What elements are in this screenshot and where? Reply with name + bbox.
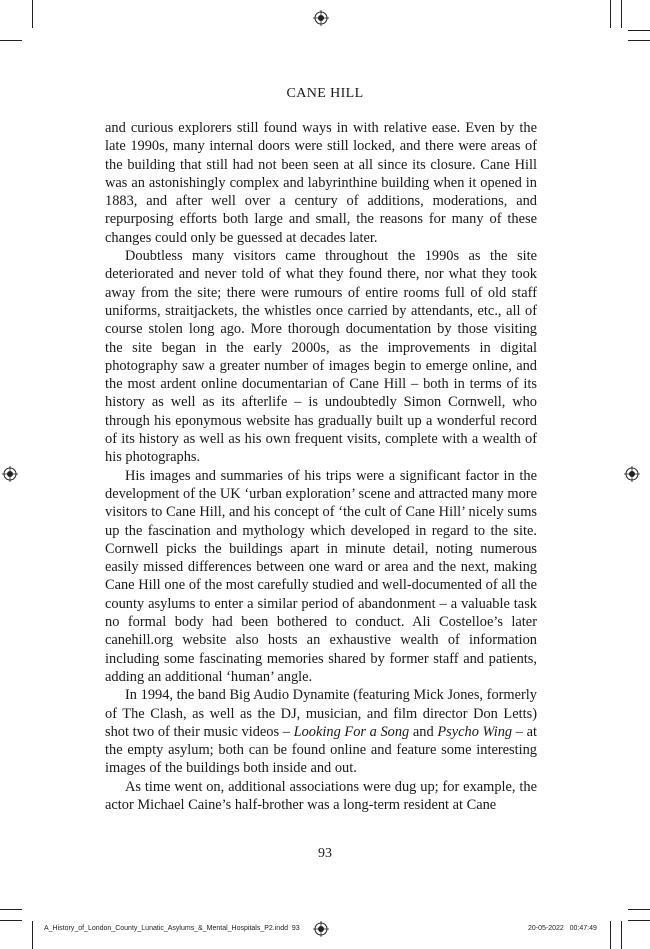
crop-mark-top-right-h2 [628, 30, 650, 31]
crop-mark-bottom-right-h2 [628, 920, 650, 921]
paragraph-4-text-c: – at the empty asylum; both can be found online and feature some interesting images of the buildings both inside and out. [105, 723, 537, 777]
registration-mark-bottom-icon [313, 921, 329, 937]
paragraph-5: As time went on, additional associations were dug up; for example, the actor Michael Caine’s half-brother was a long-term resident at Cane [105, 778, 537, 813]
song-title-looking-for-a-song: Looking For a Song [293, 723, 410, 740]
song-title-psycho-wing: Psycho Wing [437, 723, 513, 740]
slug-file: A_History_of_London_County_Lunatic_Asylums_&_Mental_Hospitals_P2.indd [44, 925, 288, 932]
crop-mark-top-right-h [628, 40, 650, 41]
slug-date: 20-05-2022 [528, 925, 564, 932]
slug-filename [44, 925, 300, 932]
registration-mark-left-icon [2, 466, 18, 482]
paragraph-4-text-b: and [409, 723, 438, 740]
crop-mark-top-left-v [32, 0, 33, 28]
crop-mark-top-right-v2 [621, 0, 622, 28]
slug-page: 93 [291, 925, 300, 932]
body-text [105, 119, 537, 814]
registration-mark-top-icon [313, 10, 329, 26]
slug-timestamp [528, 925, 597, 932]
crop-mark-top-right-v [610, 0, 611, 28]
slug-time: 00:47:49 [569, 925, 597, 932]
paragraph-4 [105, 686, 537, 777]
running-head: CANE HILL [286, 86, 364, 101]
crop-mark-bottom-right-v [610, 921, 611, 949]
paragraph-4-text-a: In 1994, the band Big Audio Dynamite (featuring Mick Jones, formerly of The Clash, as well as the DJ, musician, and film director Don Letts) shot two of their music videos – [105, 687, 537, 740]
crop-mark-top-left-h [0, 40, 22, 41]
page-number: 93 [318, 846, 332, 861]
paragraph-1: and curious explorers still found ways in with relative ease. Even by the late 1990s, many internal doors were still locked, and there were areas of the building that still had not been seen at all since its closure. Cane Hill was an astonishingly complex and labyrinthine building when it opened in 1883, and after well over a century of additions, moderations, and repurposing efforts both large and small, the reasons for many of these changes could only be guessed at decades later. [105, 120, 537, 246]
crop-mark-bottom-left-h2 [0, 920, 22, 921]
crop-mark-bottom-left-v [32, 921, 33, 949]
paragraph-3: His images and summaries of his trips were a significant factor in the development of the UK ‘urban exploration’ scene and attracted many more visitors to Cane Hill, and his concept of ‘the cult of Cane Hill’ nicely sums up the fascination and mythology which developed in regard to the site. Cornwell picks the buildings apart in minute detail, noting numerous easily missed differences between one ward or area and the next, making Cane Hill one of the most carefully studied and well-documented of all the county asylums to enter a similar period of abandonment – a valuable task no formal body had been bothered to conduct. Ali Costelloe’s later canehill.org website also hosts an exhaustive wealth of information including some fascinating memories shared by former staff and patients, adding an additional ‘human’ angle. [105, 467, 537, 685]
crop-mark-bottom-right-h [628, 909, 650, 910]
crop-mark-bottom-left-h [0, 909, 22, 910]
registration-mark-right-icon [624, 466, 640, 482]
paragraph-2: Doubtless many visitors came throughout the 1990s as the site deteriorated and never told of what they found there, nor what they took away from the site; there were rumours of entire rooms full of old staff uniforms, straitjackets, the whistles once carried by attendants, etc., all of course stolen long ago. More thorough documentation by those visiting the site began in the early 2000s, as the improvements in digital photography saw a greater number of images begin to emerge online, and the most ardent online documentarian of Cane Hill – both in terms of its history as well as its afterlife – is undoubtedly Simon Cornwell, who through his eponymous website has gradually built up a wonderful record of its history as well as his own frequent visits, complete with a wealth of his photographs. [105, 248, 537, 466]
crop-mark-bottom-right-v2 [621, 921, 622, 949]
